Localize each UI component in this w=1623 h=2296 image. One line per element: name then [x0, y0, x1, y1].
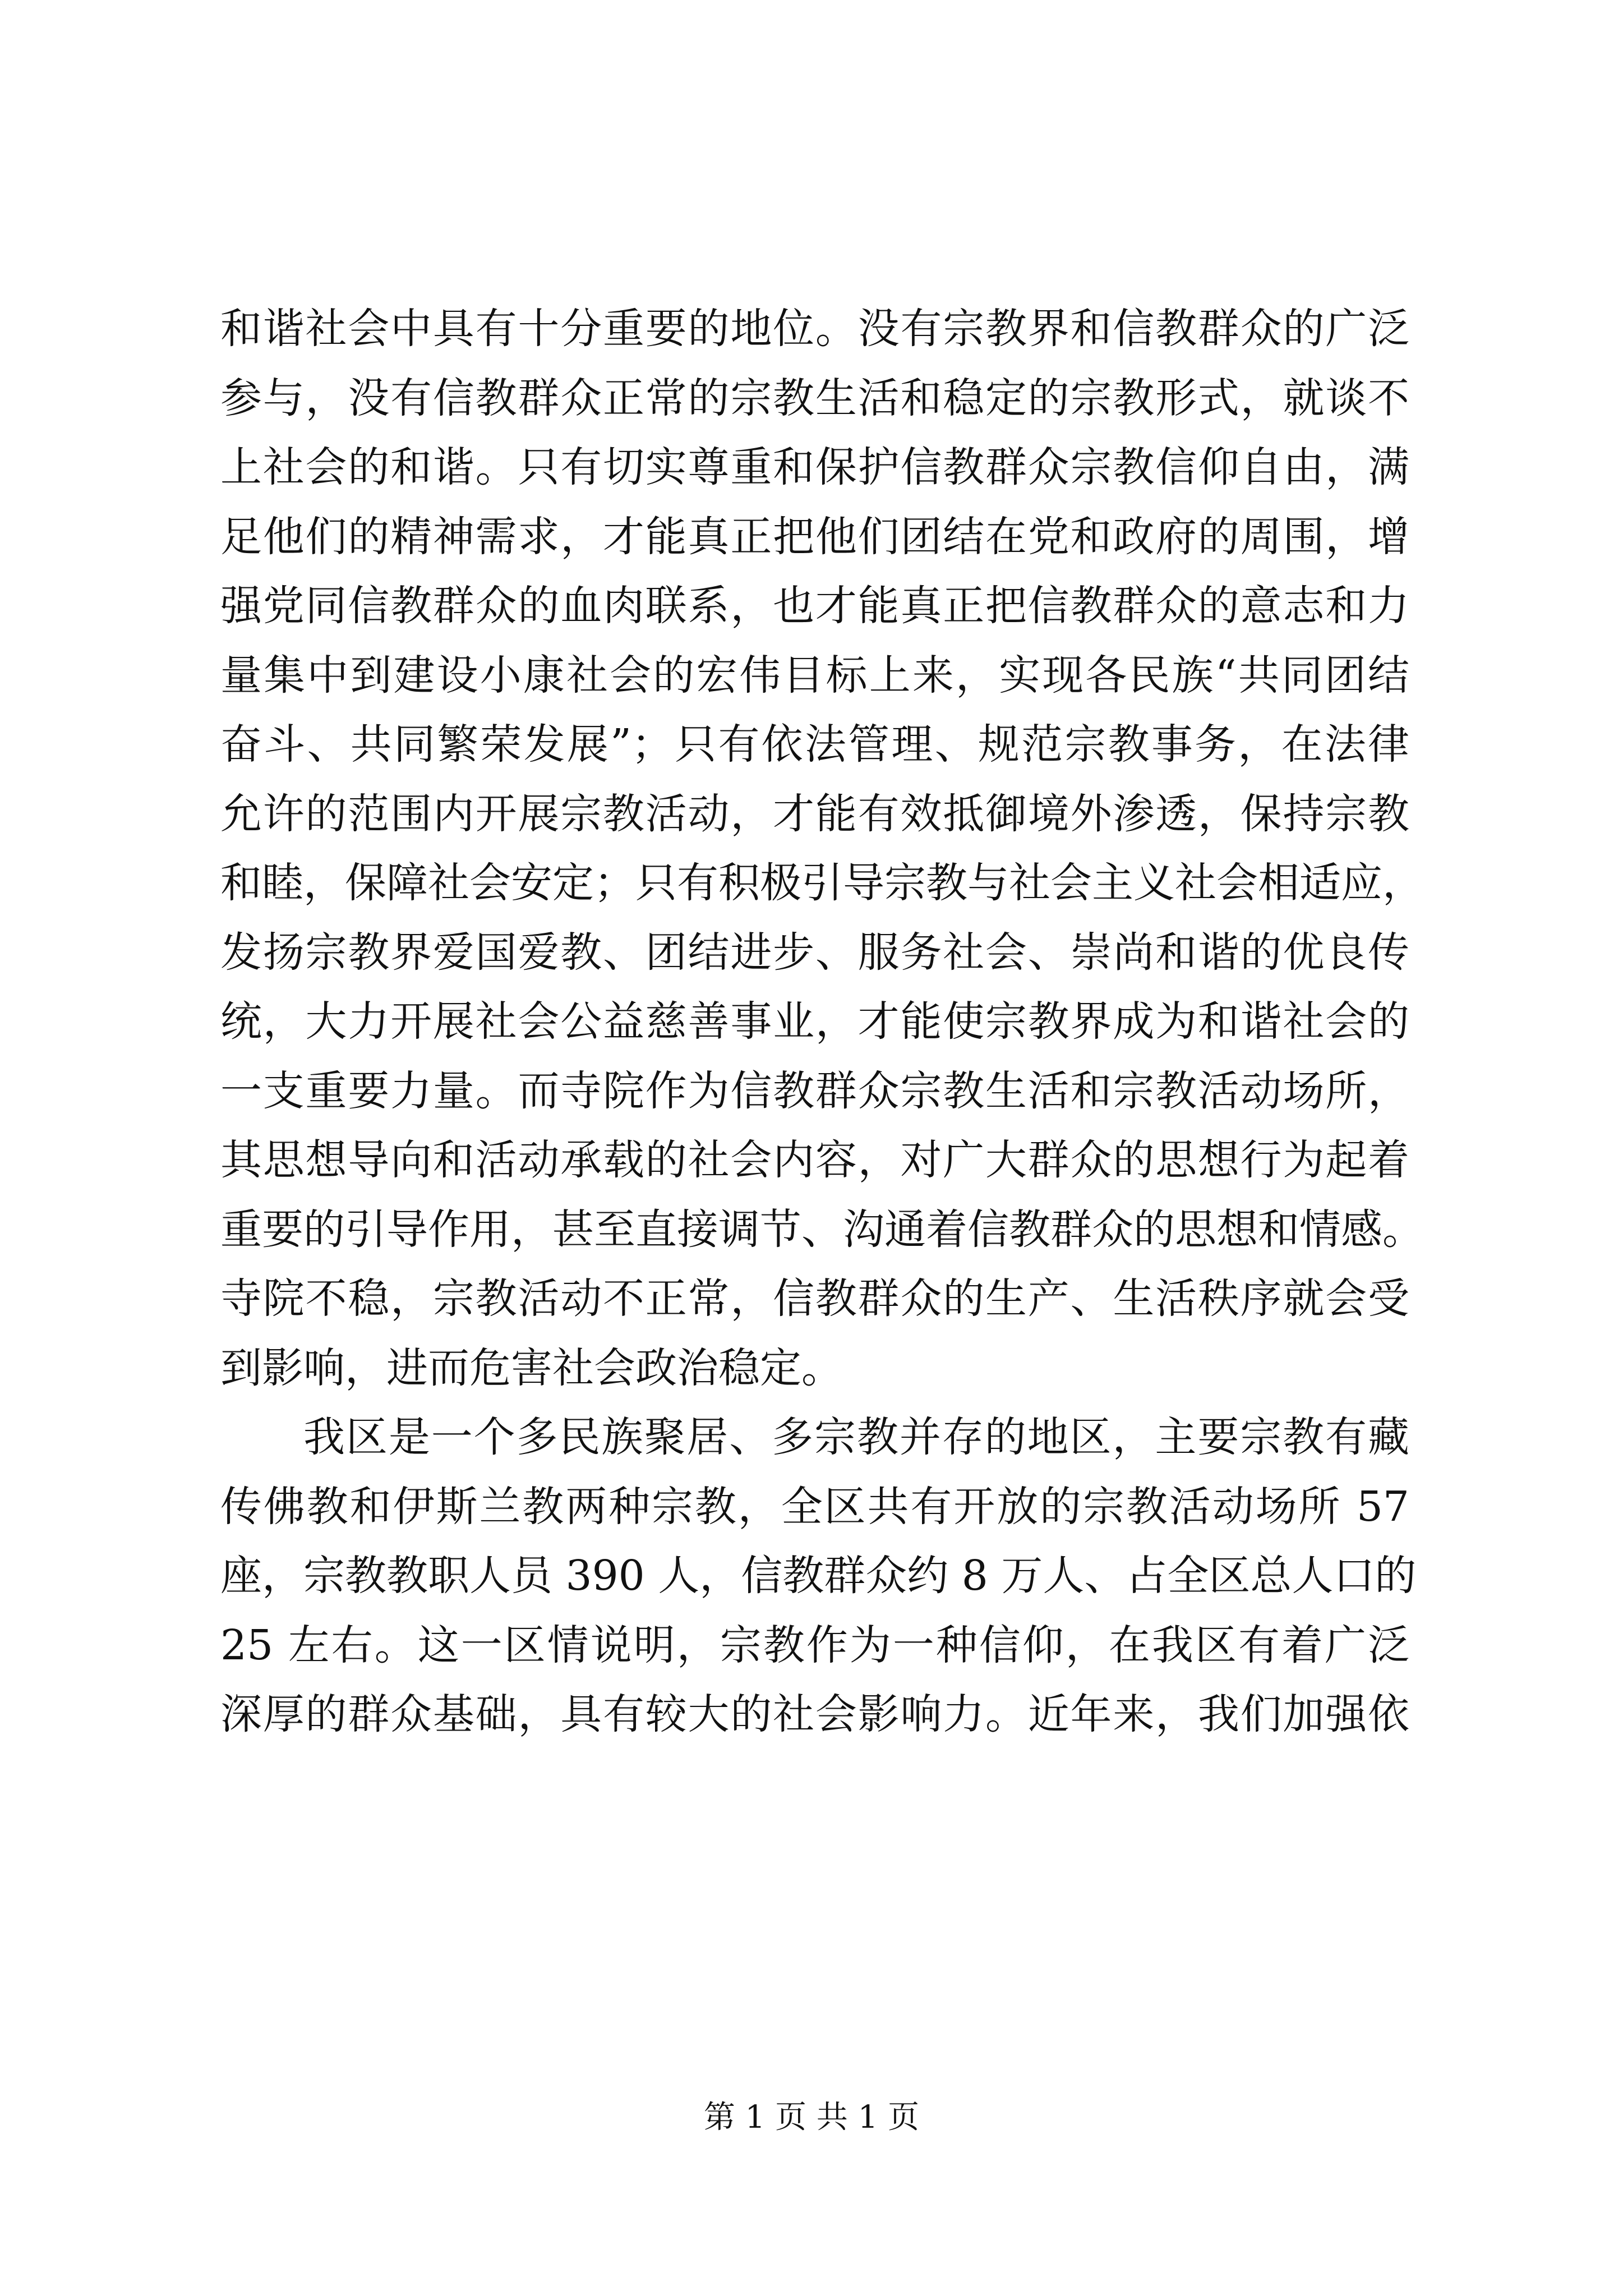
text-line: 传佛教和伊斯兰教两种宗教，全区共有开放的宗教活动场所 57: [220, 1482, 1409, 1531]
text-line: 发扬宗教界爱国爱教、团结进步、服务社会、崇尚和谐的优良传: [220, 928, 1409, 977]
text-line: 重要的引导作用，甚至直接调节、沟通着信教群众的思想和情感。: [220, 1205, 1424, 1254]
text-line: 座，宗教教职人员 390 人，信教群众约 8 万人、占全区总人口的: [220, 1552, 1417, 1600]
text-line: 寺院不稳，宗教活动不正常，信教群众的生产、生活秩序就会受: [220, 1274, 1409, 1323]
page-footer: [0, 2095, 1623, 2140]
text-line: 允许的范围内开展宗教活动，才能有效抵御境外渗透，保持宗教: [220, 789, 1409, 838]
text-line: 统，大力开展社会公益慈善事业，才能使宗教界成为和谐社会的: [220, 997, 1409, 1046]
text-line: 和谐社会中具有十分重要的地位。没有宗教界和信教群众的广泛: [220, 305, 1409, 353]
text-line: 25 左右。这一区情说明，宗教作为一种信仰，在我区有着广泛: [220, 1621, 1409, 1669]
text-line: 其思想导向和活动承载的社会内容，对广大群众的思想行为起着: [220, 1136, 1409, 1184]
text-line: 量集中到建设小康社会的宏伟目标上来，实现各民族“共同团结: [220, 651, 1409, 700]
document-body: [220, 295, 1424, 1750]
text-line: 奋斗、共同繁荣发展”；只有依法管理、规范宗教事务，在法律: [220, 720, 1409, 769]
text-line: 一支重要力量。而寺院作为信教群众宗教生活和宗教活动场所，: [220, 1066, 1409, 1115]
paragraph-first-line: 我区是一个多民族聚居、多宗教并存的地区，主要宗教有藏: [303, 1413, 1409, 1461]
text-line: 上社会的和谐。只有切实尊重和保护信教群众宗教信仰自由，满: [220, 443, 1409, 491]
text-line: 参与，没有信教群众正常的宗教生活和稳定的宗教形式，就谈不: [220, 374, 1409, 422]
text-line: 到影响，进而危害社会政治稳定。: [220, 1343, 843, 1392]
page-number-label: 第 1 页 共 1 页: [703, 2099, 920, 2136]
text-line: 足他们的精神需求，才能真正把他们团结在党和政府的周围，增: [220, 512, 1409, 561]
text-line: 和睦，保障社会安定；只有积极引导宗教与社会主义社会相适应，: [220, 859, 1424, 907]
text-line: 强党同信教群众的血肉联系，也才能真正把信教群众的意志和力: [220, 582, 1409, 630]
text-line: 深厚的群众基础，具有较大的社会影响力。近年来，我们加强依: [220, 1690, 1409, 1738]
